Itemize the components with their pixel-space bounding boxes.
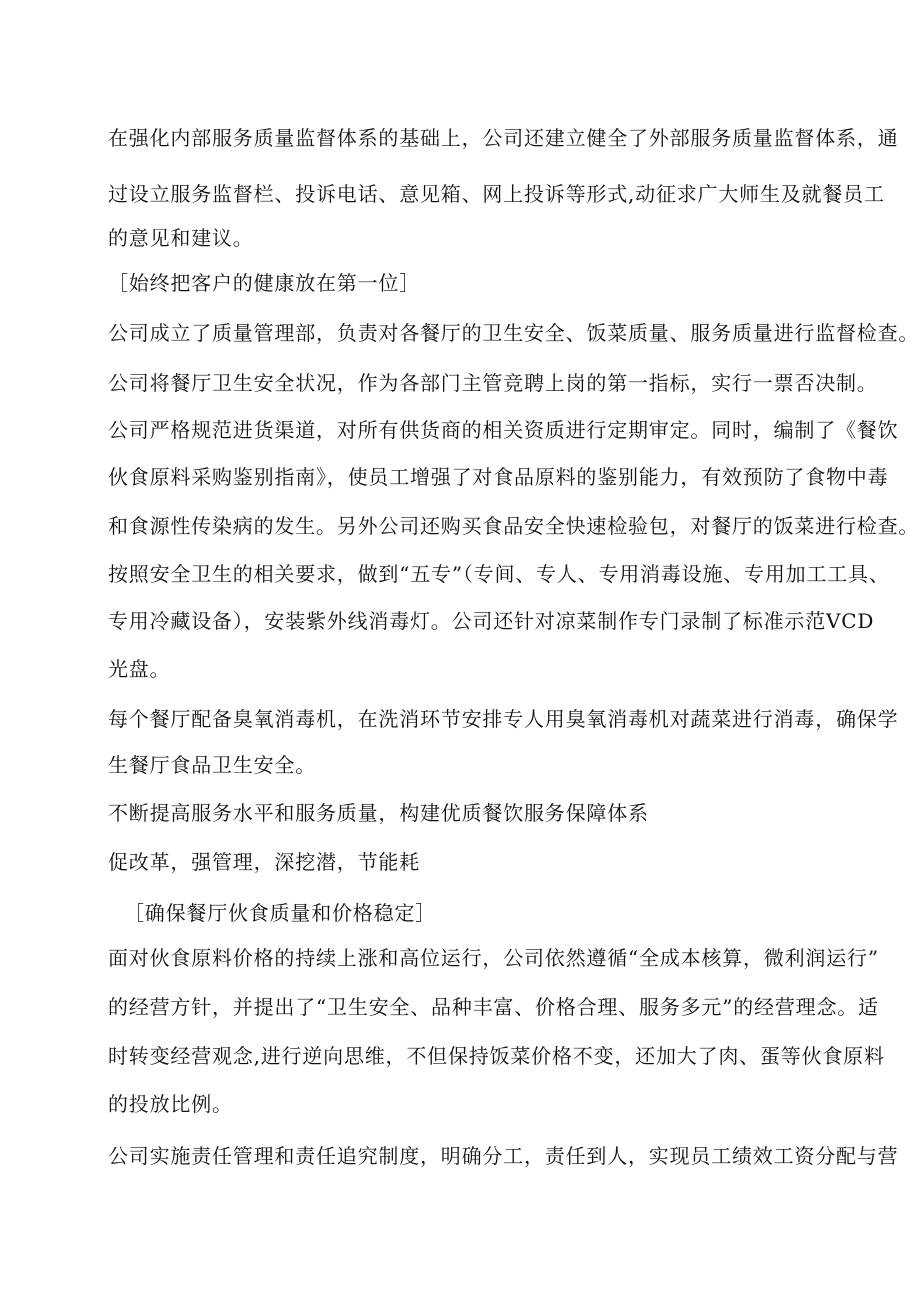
text-line: 每个餐厅配备臭氧消毒机，在洗消环节安排专人用臭氧消毒机对蔬菜进行消毒，确保学 — [108, 707, 899, 731]
section-heading: ［确保餐厅伙食质量和价格稳定］ — [124, 901, 436, 925]
text-line: 的经营方针，并提出了“卫生安全、品种丰富、价格合理、服务多元”的经营理念。适 — [108, 995, 879, 1019]
text-line: 时转变经营观念,进行逆向思维，不但保持饭菜价格不变，还加大了肉、蛋等伙食原料 — [108, 1044, 885, 1068]
text-line: 不断提高服务水平和服务质量，构建优质餐饮服务保障体系 — [108, 801, 649, 825]
text-line: 公司严格规范进货渠道，对所有供货商的相关资质进行定期审定。同时，编制了《餐饮 — [108, 418, 899, 442]
text-line: 生餐厅食品卫生安全。 — [108, 753, 316, 777]
text-line: 伙食原料采购鉴别指南》，使员工增强了对食品原料的鉴别能力，有效预防了食物中毒 — [108, 465, 889, 489]
text-line: 公司成立了质量管理部，负责对各餐厅的卫生安全、饭菜质量、服务质量进行监督检查。 — [108, 321, 920, 345]
text-line: 公司将餐厅卫生安全状况，作为各部门主管竞聘上岗的第一指标，实行一票否决制。 — [108, 371, 878, 395]
section-heading: ［始终把客户的健康放在第一位］ — [108, 271, 420, 295]
text-line: 的意见和建议。 — [108, 226, 254, 250]
text-line: 的投放比例。 — [108, 1092, 233, 1116]
text-line: 专用冷藏设备），安装紫外线消毒灯。公司还针对凉菜制作专门录制了标准示范VCD — [108, 609, 875, 633]
text-line: 公司实施责任管理和责任追究制度，明确分工，责任到人，实现员工绩效工资分配与营 — [108, 1144, 899, 1168]
text-line: 面对伙食原料价格的持续上涨和高位运行，公司依然遵循“全成本核算，微利润运行” — [108, 946, 879, 970]
text-line: 促改革，强管理，深挖潜，节能耗 — [108, 850, 420, 874]
text-line: 在强化内部服务质量监督体系的基础上，公司还建立健全了外部服务质量监督体系，通 — [108, 126, 899, 150]
text-line: 按照安全卫生的相关要求，做到“五专”（专间、专人、专用消毒设施、专用加工工具、 — [108, 562, 890, 586]
text-line: 光盘。 — [108, 657, 171, 681]
text-line: 过设立服务监督栏、投诉电话、意见箱、网上投诉等形式,动征求广大师生及就餐员工 — [108, 182, 885, 206]
text-line: 和食源性传染病的发生。另外公司还购买食品安全快速检验包，对餐厅的饭菜进行检查。 — [108, 514, 920, 538]
